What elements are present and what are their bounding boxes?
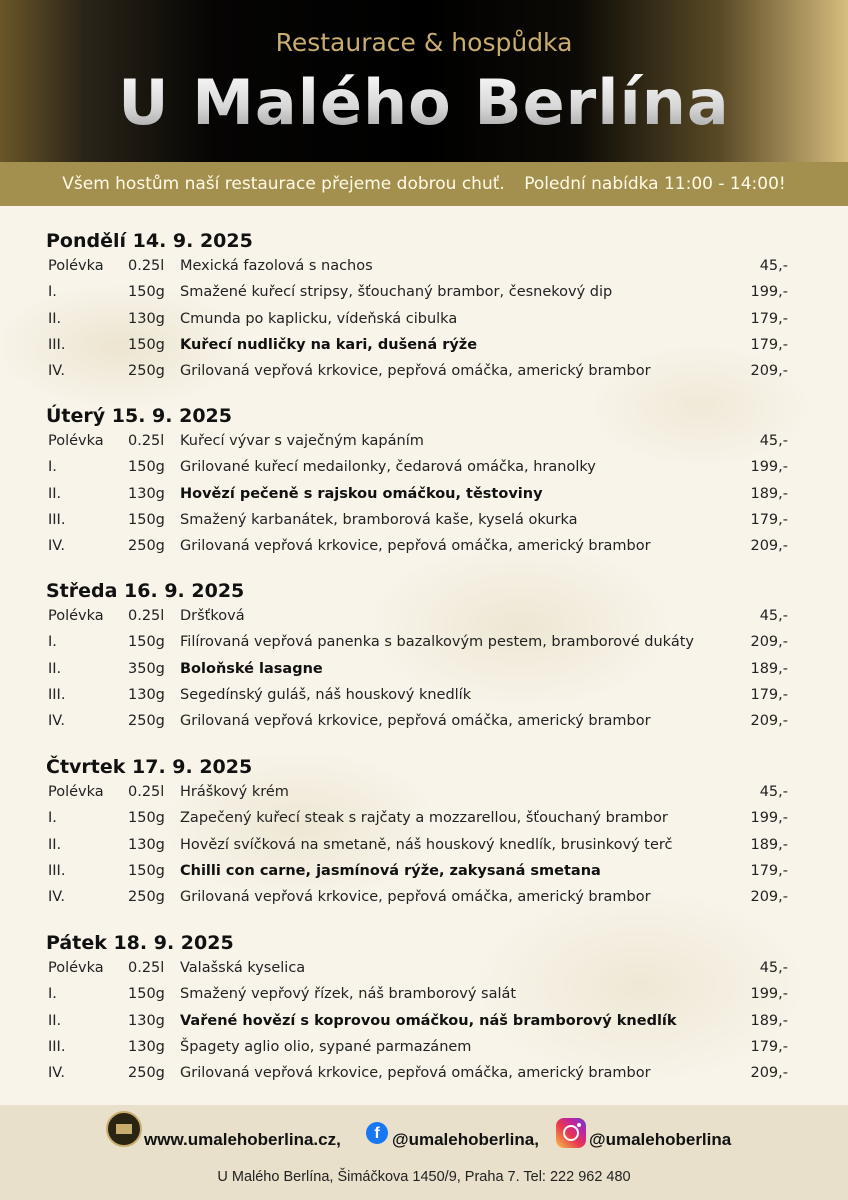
menu-item	[0, 433, 848, 459]
website-link[interactable]: www.umalehoberlina.cz,	[144, 1130, 341, 1149]
item-portion: 350g	[128, 660, 165, 677]
restaurant-title: U Malého Berlína	[0, 66, 848, 139]
menu-item	[0, 1039, 848, 1065]
item-code: IV.	[48, 363, 65, 380]
item-portion: 150g	[128, 284, 165, 301]
item-code: IV.	[48, 538, 65, 555]
item-portion: 150g	[128, 336, 165, 353]
item-price: 209,-	[750, 713, 788, 730]
item-price: 199,-	[750, 284, 788, 301]
item-name: Grilovaná vepřová krkovice, pepřová omáčka, americký brambor	[180, 1065, 651, 1082]
day-title: Středa 16. 9. 2025	[46, 580, 245, 602]
menu-item	[0, 986, 848, 1012]
item-portion: 130g	[128, 836, 165, 853]
menu-item	[0, 337, 848, 363]
item-price: 199,-	[750, 459, 788, 476]
day-title: Čtvrtek 17. 9. 2025	[46, 756, 253, 778]
item-name: Mexická fazolová s nachos	[180, 258, 373, 274]
menu-item	[0, 1065, 848, 1091]
day-title: Pátek 18. 9. 2025	[46, 932, 234, 954]
item-price: 209,-	[750, 538, 788, 555]
item-portion: 150g	[128, 810, 165, 827]
item-portion: 150g	[128, 459, 165, 476]
item-price: 189,-	[750, 660, 788, 677]
item-name: Smažený karbanátek, bramborová kaše, kyselá okurka	[180, 511, 578, 528]
item-portion: 250g	[128, 363, 165, 380]
item-name: Zapečený kuřecí steak s rajčaty a mozzarellou, šťouchaný brambor	[180, 810, 668, 827]
header	[0, 0, 848, 162]
item-portion: 150g	[128, 634, 165, 651]
day-title: Pondělí 14. 9. 2025	[46, 230, 253, 252]
item-code: I.	[48, 284, 57, 301]
menu-item	[0, 258, 848, 284]
menu-item	[0, 960, 848, 986]
item-portion: 130g	[128, 686, 165, 703]
restaurant-logo-icon	[106, 1111, 142, 1147]
item-portion: 0.25l	[128, 784, 165, 800]
item-price: 209,-	[750, 1065, 788, 1082]
item-code: Polévka	[48, 433, 104, 449]
item-price: 209,-	[750, 889, 788, 906]
item-portion: 130g	[128, 1012, 165, 1029]
item-name: Valašská kyselica	[180, 960, 306, 976]
item-portion: 250g	[128, 538, 165, 555]
item-portion: 150g	[128, 986, 165, 1003]
menu-item	[0, 311, 848, 337]
item-name: Hráškový krém	[180, 784, 289, 800]
menu-item	[0, 784, 848, 810]
menu-item	[0, 363, 848, 389]
item-code: II.	[48, 660, 62, 677]
menu-item	[0, 284, 848, 310]
item-name: Grilovaná vepřová krkovice, pepřová omáčka, americký brambor	[180, 889, 651, 906]
menu-item	[0, 1013, 848, 1039]
item-code: III.	[48, 1038, 66, 1055]
item-name: Hovězí pečeně s rajskou omáčkou, těstoviny	[180, 485, 543, 502]
item-price: 189,-	[750, 485, 788, 502]
item-code: III.	[48, 511, 66, 528]
facebook-icon[interactable]: f	[366, 1122, 388, 1144]
item-price: 45,-	[759, 784, 788, 800]
item-portion: 130g	[128, 1038, 165, 1055]
item-portion: 250g	[128, 1065, 165, 1082]
item-name: Dršťková	[180, 608, 245, 624]
greeting-banner	[0, 162, 848, 206]
menu-item	[0, 512, 848, 538]
item-price: 45,-	[759, 433, 788, 449]
item-portion: 0.25l	[128, 433, 165, 449]
item-portion: 250g	[128, 713, 165, 730]
menu-item	[0, 634, 848, 660]
lunch-hours-text: Polední nabídka 11:00 - 14:00!	[524, 174, 786, 194]
item-code: Polévka	[48, 258, 104, 274]
item-price: 199,-	[750, 810, 788, 827]
item-price: 179,-	[750, 511, 788, 528]
item-name: Kuřecí vývar s vaječným kapáním	[180, 433, 424, 449]
item-price: 209,-	[750, 363, 788, 380]
item-portion: 130g	[128, 485, 165, 502]
item-price: 189,-	[750, 1012, 788, 1029]
item-code: III.	[48, 862, 66, 879]
item-price: 179,-	[750, 862, 788, 879]
menu-item	[0, 459, 848, 485]
item-price: 209,-	[750, 634, 788, 651]
item-name: Vařené hovězí s koprovou omáčkou, náš bramborový knedlík	[180, 1012, 677, 1029]
item-name: Segedínský guláš, náš houskový knedlík	[180, 686, 472, 703]
menu-item	[0, 863, 848, 889]
item-code: II.	[48, 485, 62, 502]
item-name: Grilovaná vepřová krkovice, pepřová omáčka, americký brambor	[180, 538, 651, 555]
item-code: III.	[48, 686, 66, 703]
item-code: IV.	[48, 889, 65, 906]
item-price: 45,-	[759, 258, 788, 274]
item-code: Polévka	[48, 784, 104, 800]
item-price: 189,-	[750, 836, 788, 853]
item-name: Grilovaná vepřová krkovice, pepřová omáčka, americký brambor	[180, 363, 651, 380]
item-code: I.	[48, 986, 57, 1003]
menu-item	[0, 486, 848, 512]
item-portion: 250g	[128, 889, 165, 906]
menu-item	[0, 713, 848, 739]
menu-item	[0, 538, 848, 564]
item-code: II.	[48, 836, 62, 853]
item-portion: 0.25l	[128, 960, 165, 976]
item-code: I.	[48, 459, 57, 476]
day-title: Úterý 15. 9. 2025	[46, 405, 232, 427]
item-code: I.	[48, 634, 57, 651]
item-name: Smažené kuřecí stripsy, šťouchaný brambor, česnekový dip	[180, 284, 613, 301]
menu-item	[0, 608, 848, 634]
item-price: 179,-	[750, 310, 788, 327]
instagram-handle[interactable]: @umalehoberlina	[589, 1130, 732, 1149]
item-name: Chilli con carne, jasmínová rýže, zakysaná smetana	[180, 862, 601, 879]
item-price: 179,-	[750, 686, 788, 703]
item-code: III.	[48, 336, 66, 353]
item-name: Smažený vepřový řízek, náš bramborový salát	[180, 986, 517, 1003]
menu-item	[0, 687, 848, 713]
menu-item	[0, 810, 848, 836]
item-portion: 150g	[128, 862, 165, 879]
item-price: 199,-	[750, 986, 788, 1003]
item-name: Grilovaná vepřová krkovice, pepřová omáčka, americký brambor	[180, 713, 651, 730]
item-name: Filírovaná vepřová panenka s bazalkovým pestem, bramborové dukáty	[180, 634, 694, 651]
item-price: 179,-	[750, 336, 788, 353]
item-portion: 130g	[128, 310, 165, 327]
item-code: I.	[48, 810, 57, 827]
item-price: 45,-	[759, 608, 788, 624]
item-name: Cmunda po kaplicku, vídeňská cibulka	[180, 310, 458, 327]
item-code: Polévka	[48, 960, 104, 976]
address: U Malého Berlína, Šimáčkova 1450/9, Praha 7. Tel: 222 962 480	[217, 1169, 631, 1185]
item-portion: 150g	[128, 511, 165, 528]
item-name: Boloňské lasagne	[180, 660, 323, 677]
item-code: IV.	[48, 713, 65, 730]
item-name: Špagety aglio olio, sypané parmazánem	[180, 1038, 472, 1055]
item-price: 45,-	[759, 960, 788, 976]
item-code: IV.	[48, 1065, 65, 1082]
item-code: Polévka	[48, 608, 104, 624]
item-price: 179,-	[750, 1038, 788, 1055]
facebook-handle[interactable]: @umalehoberlina,	[392, 1130, 539, 1149]
item-code: II.	[48, 310, 62, 327]
restaurant-subtitle: Restaurace & hospůdka	[275, 28, 573, 57]
item-name: Grilované kuřecí medailonky, čedarová omáčka, hranolky	[180, 459, 596, 476]
item-code: II.	[48, 1012, 62, 1029]
menu-item	[0, 661, 848, 687]
item-name: Kuřecí nudličky na kari, dušená rýže	[180, 336, 478, 353]
item-name: Hovězí svíčková na smetaně, náš houskový knedlík, brusinkový terč	[180, 836, 673, 853]
item-portion: 0.25l	[128, 608, 165, 624]
item-portion: 0.25l	[128, 258, 165, 274]
greeting-text: Všem hostům naší restaurace přejeme dobrou chuť.	[62, 174, 505, 194]
menu-item	[0, 889, 848, 915]
instagram-icon[interactable]	[556, 1118, 586, 1148]
menu-item	[0, 837, 848, 863]
